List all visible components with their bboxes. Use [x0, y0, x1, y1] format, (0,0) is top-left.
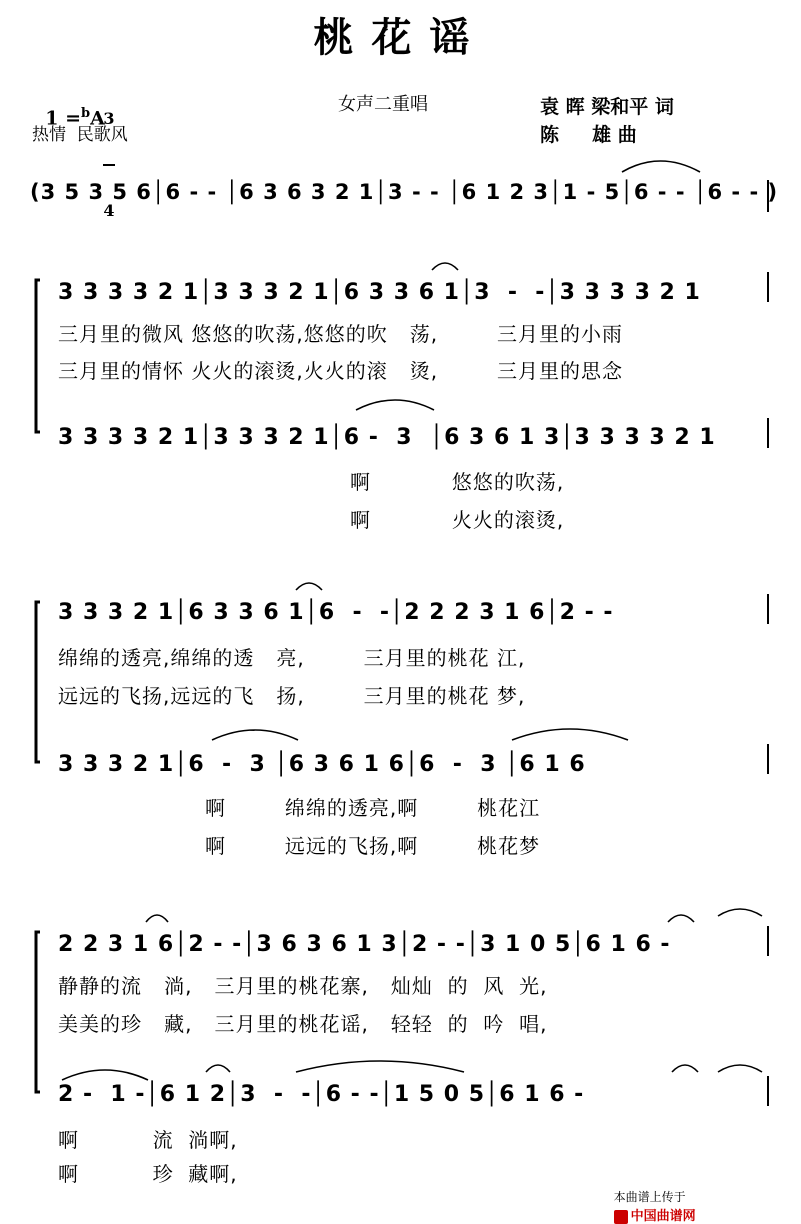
system3-lower-lyric1: 啊 流 淌啊, [58, 1128, 238, 1152]
system1-bracket [36, 280, 40, 432]
system3-upper-slur-2 [668, 915, 694, 922]
tempo-marking: 热情 民歌风 [32, 125, 128, 145]
site-logo-icon [614, 1210, 628, 1224]
system2-bracket [36, 602, 40, 762]
system3-lower-slur-1 [62, 1070, 148, 1080]
footer-logo[interactable]: 中国曲谱网 [630, 1209, 696, 1224]
footer-text: 本曲谱上传于 [613, 1190, 686, 1204]
system3-bracket [36, 932, 40, 1092]
key-prefix: 1 = [45, 107, 81, 130]
system3-lower-slur-2 [206, 1065, 230, 1072]
system3-lower-slur-3 [296, 1061, 464, 1072]
intro-tie [622, 161, 700, 172]
system2-lower-lyric1: 啊 绵绵的透亮,啊 桃花江 [205, 796, 541, 820]
system1-upper-notes: 3 3 3 3 2 1│3 3 3 2 1│6 3 3 6 1│3 - -│3 3 3 3 2 1 [58, 280, 701, 305]
flat-sign: b [81, 106, 91, 121]
system3-lower-slur-4 [672, 1065, 698, 1072]
system3-upper-slur-3 [718, 909, 762, 916]
system1-upper-lyric2: 三月里的情怀 火火的滚烫,火火的滚 烫, 三月里的思念 [58, 359, 624, 383]
system3-lower-slur-5 [718, 1065, 762, 1072]
system1-upper-lyric1: 三月里的微风 悠悠的吹荡,悠悠的吹 荡, 三月里的小雨 [58, 322, 624, 346]
lyricist-credit: 袁 晖 梁和平 词 [540, 96, 674, 118]
system3-lower-notes: 2 - 1 -│6 1 2│3 - -│6 - -│1 5 0 5│6 1 6 - [58, 1082, 585, 1107]
system3-upper-lyric1: 静静的流 淌, 三月里的桃花寨, 灿灿 的 风 光, [58, 974, 548, 998]
system2-upper-lyric1: 绵绵的透亮,绵绵的透 亮, 三月里的桃花 江, [58, 646, 526, 670]
system1-lower-notes: 3 3 3 3 2 1│3 3 3 2 1│6 - 3 │6 3 6 1 3│3 3 3 3 2 1 [58, 425, 716, 450]
system1-lower-lyric2: 啊 火火的滚烫, [350, 508, 565, 532]
ensemble-label: 女声二重唱 [338, 94, 428, 115]
system1-lower-slur [356, 400, 434, 410]
time-denominator: 4 [103, 201, 115, 220]
system1-lower-lyric1: 啊 悠悠的吹荡, [350, 470, 565, 494]
system2-lower-slur-2 [512, 729, 628, 740]
key-note: A [90, 107, 105, 130]
system2-lower-lyric2: 啊 远远的飞扬,啊 桃花梦 [205, 834, 541, 858]
system2-upper-lyric2: 远远的飞扬,远远的飞 扬, 三月里的桃花 梦, [58, 684, 526, 708]
system3-upper-lyric2: 美美的珍 藏, 三月里的桃花谣, 轻轻 的 吟 唱, [58, 1012, 548, 1036]
system2-lower-notes: 3 3 3 2 1│6 - 3 │6 3 6 1 6│6 - 3 │6 1 6 [58, 752, 586, 777]
system2-upper-slur [296, 583, 322, 590]
song-title: 桃花谣 [313, 14, 488, 61]
intro-notation: (3 5 3 5 6│6 - - │6 3 6 3 2 1│3 - - │6 1 2 3│1 - 5│6 - - │6 - - ) [30, 180, 779, 204]
system3-upper-notes: 2 2 3 1 6│2 - -│3 6 3 6 1 3│2 - -│3 1 0 5│6 1 6 - [58, 932, 671, 957]
system2-lower-slur-1 [212, 730, 298, 740]
composer-credit: 陈 雄 曲 [540, 124, 637, 146]
system3-lower-lyric2: 啊 珍 藏啊, [58, 1162, 238, 1186]
system3-upper-slur-1 [146, 915, 168, 922]
system1-upper-slur [432, 263, 458, 270]
time-numerator: 3 [103, 109, 115, 128]
system2-upper-notes: 3 3 3 2 1│6 3 3 6 1│6 - -│2 2 2 3 1 6│2 - - [58, 600, 614, 625]
